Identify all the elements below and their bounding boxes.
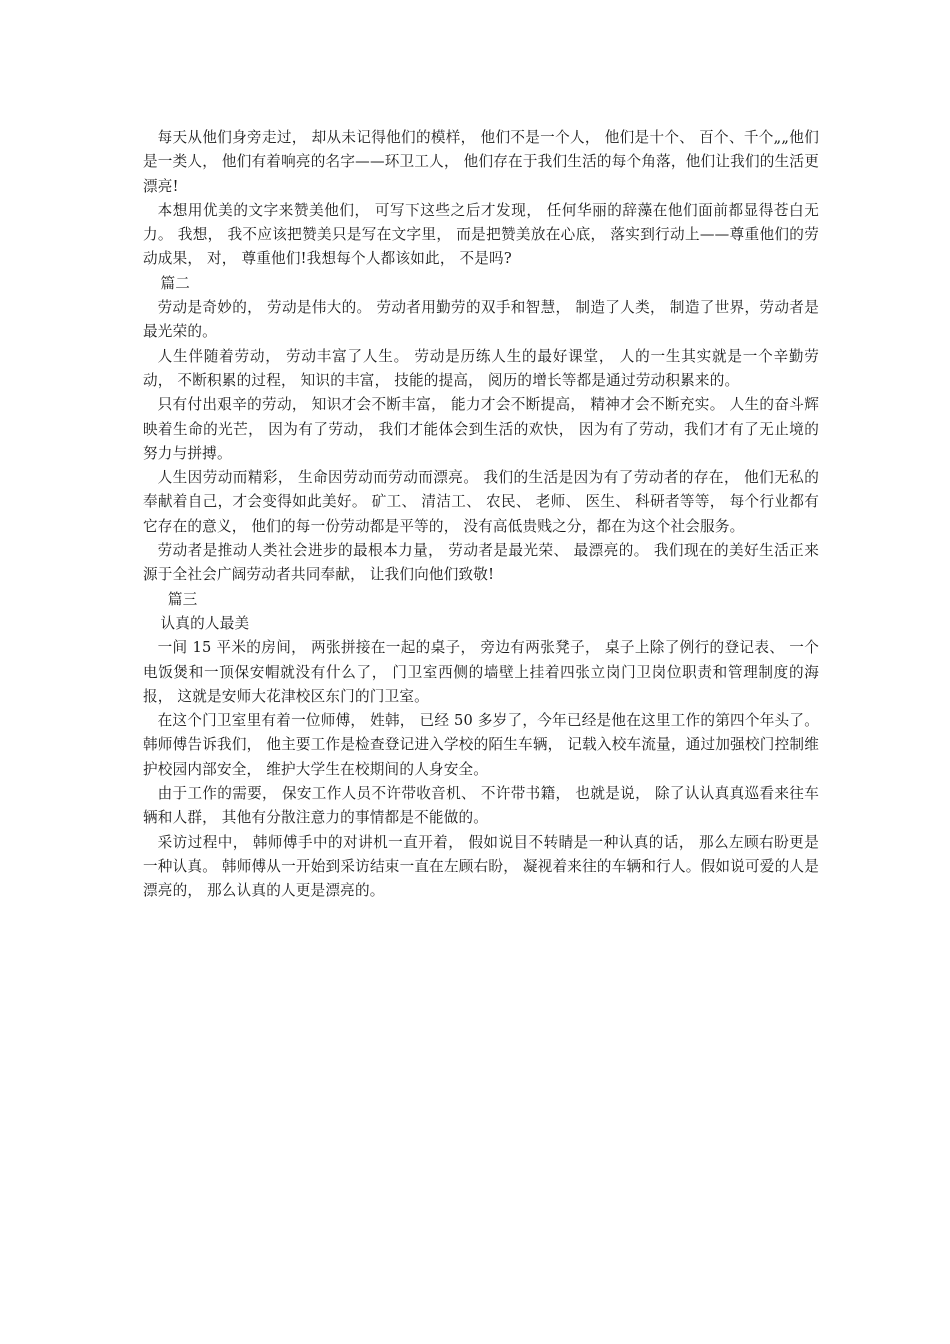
paragraph-respect-labor: 本想用优美的文字来赞美他们， 可写下这些之后才发现， 任何华丽的辞藻在他们面前都显得苍白无力。 我想， 我不应该把赞美只是写在文字里， 而是把赞美放在心底， 落实到行动上——尊重他们的劳动成果， 对， 尊重他们!我想每个人都该如此， 不是吗? — [143, 201, 819, 268]
paragraph-master-han: 在这个门卫室里有着一位师傅， 姓韩， 已经 50 多岁了，今年已经是他在这里工作的第四个年头了。 韩师傅告诉我们， 他主要工作是检查登记进入学校的陌生车辆， 记载入校车流量，通过加强校门控制维护校园内部安全， 维护大学生在校期间的人身安全。 — [143, 712, 819, 778]
paragraph-hard-work: 只有付出艰辛的劳动， 知识才会不断丰富， 能力才会不断提高， 精神才会不断充实。 人生的奋斗辉映着生命的光芒， 因为有了劳动， 我们才能体会到生活的欢快， 因为有了劳动，我们才有了无止境的努力与拼搏。 — [143, 396, 819, 462]
paragraph-guard-room: 一间 15 平米的房间， 两张拼接在一起的桌子， 旁边有两张凳子， 桌子上除了例行的登记表、 一个电饭煲和一顶保安帽就没有什么了， 门卫室西侧的墙壁上挂着四张立岗门卫岗位职责和管理制度的海报， 这就是安师大花津校区东门的门卫室。 — [143, 639, 819, 705]
paragraph-life-with-labor: 人生伴随着劳动， 劳动丰富了人生。 劳动是历练人生的最好课堂， 人的一生其实就是一个辛勤劳动， 不断积累的过程， 知识的丰富， 技能的提高， 阅历的增长等都是通过劳动积累来的。 — [143, 347, 819, 389]
paragraph-workers-force: 劳动者是推动人类社会进步的最根本力量， 劳动者是最光荣、 最漂亮的。 我们现在的美好生活正来源于全社会广阔劳动者共同奉献， 让我们向他们致敬! — [143, 542, 819, 584]
section-subtitle: 认真的人最美 — [160, 614, 250, 632]
paragraph-interview: 采访过程中， 韩师傅手中的对讲机一直开着， 假如说目不转睛是一种认真的话， 那么左顾右盼更是一种认真。 韩师傅从一开始到采访结束一直在左顾右盼， 凝视着来往的车辆和行人。假如说可爱的人是漂亮的， 那么认真的人更是漂亮的。 — [143, 833, 819, 900]
paragraph-labor-wonderful: 劳动是奇妙的， 劳动是伟大的。 劳动者用勤劳的双手和智慧， 制造了人类， 制造了世界，劳动者是最光荣的。 — [143, 299, 819, 341]
document-body — [143, 126, 819, 904]
paragraph-work-rules: 由于工作的需要， 保安工作人员不许带收音机、 不许带书籍， 也就是说， 除了认认真真巡看来往车辆和人群， 其他有分散注意力的事情都是不能做的。 — [143, 785, 819, 827]
section-heading-two: 篇二 — [160, 274, 191, 292]
paragraph-sanitation-workers: 每天从他们身旁走过， 却从未记得他们的模样， 他们不是一个人， 他们是十个、 百个、千个„„他们是一类人， 他们有着响亮的名字——环卫工人， 他们存在于我们生活的每个角落，他们让我们的生活更漂亮! — [143, 129, 819, 195]
section-heading-three: 篇三 — [167, 590, 198, 608]
paragraph-life-brilliant: 人生因劳动而精彩， 生命因劳动而劳动而漂亮。 我们的生活是因为有了劳动者的存在， 他们无私的奉献着自己，才会变得如此美好。 矿工、 清洁工、 农民、 老师、 医生、 科研者等等， 每个行业都有它存在的意义， 他们的每一份劳动都是平等的， 没有高低贵贱之分，都在为这个社会服务。 — [143, 469, 819, 535]
